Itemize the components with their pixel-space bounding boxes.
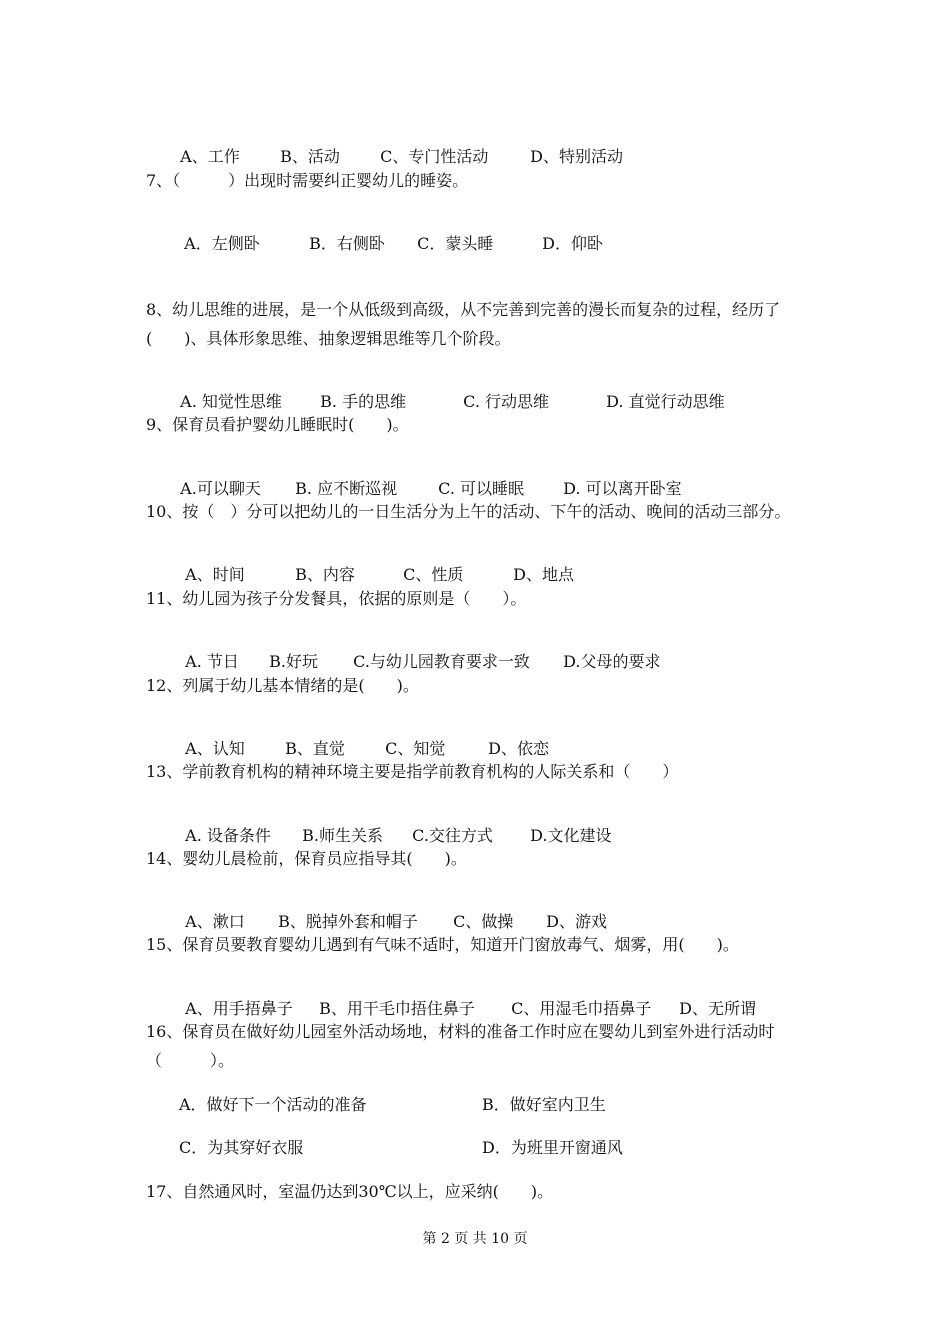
q11-option-d: D.父母的要求 <box>563 652 661 671</box>
q15-option-b: B、用干毛巾捂住鼻子 <box>319 999 475 1018</box>
q13-stem: 13、学前教育机构的精神环境主要是指学前教育机构的人际关系和（ ） <box>146 762 679 781</box>
page-footer: 第 2 页 共 10 页 <box>422 1231 528 1247</box>
q12-options <box>175 719 549 759</box>
q9-option-b: B. 应不断巡视 <box>295 479 398 498</box>
q10-option-c: C、性质 <box>403 565 464 584</box>
q16-option-d: D．为班里开窗通风 <box>482 1138 623 1157</box>
q7-stem: 7、（ ）出现时需要纠正婴幼儿的睡姿。 <box>146 171 469 190</box>
q10-option-d: D、地点 <box>513 565 575 584</box>
q12-stem: 12、列属于幼儿基本情绪的是( )。 <box>146 676 419 695</box>
q6-option-a: A、工作 <box>180 147 240 166</box>
q15-option-a: A、用手捂鼻子 <box>185 999 293 1018</box>
q12-option-a: A、认知 <box>185 739 245 758</box>
q9-stem: 9、保育员看护婴幼儿睡眠时( )。 <box>146 415 409 434</box>
q14-option-b: B、脱掉外套和帽子 <box>278 912 418 931</box>
q11-option-b: B.好玩 <box>269 652 319 671</box>
q8-options <box>170 372 725 412</box>
q15-options <box>175 979 756 1019</box>
q13-option-c: C.交往方式 <box>412 826 493 845</box>
q8-option-a: A. 知觉性思维 <box>180 392 282 411</box>
q13-options <box>175 806 612 846</box>
q15-option-c: C、用湿毛巾捂鼻子 <box>511 999 652 1018</box>
q10-options <box>175 545 574 585</box>
q7-option-c: C．蒙头睡 <box>417 234 494 253</box>
q6-option-b: B、活动 <box>280 147 340 166</box>
q16-stem-line2: （ ）。 <box>146 1051 235 1070</box>
q9-options <box>170 459 682 499</box>
q11-option-a: A. 节日 <box>185 652 239 671</box>
q7-option-a: A．左侧卧 <box>184 234 260 253</box>
q6-option-c: C、专门性活动 <box>380 147 489 166</box>
q11-option-c: C.与幼儿园教育要求一致 <box>353 652 530 671</box>
q7-option-d: D．仰卧 <box>542 234 604 253</box>
q7-option-b: B．右侧卧 <box>309 234 385 253</box>
q8-option-b: B. 手的思维 <box>320 392 407 411</box>
q12-option-b: B、直觉 <box>285 739 345 758</box>
q17-stem: 17、自然通风时，室温仍达到30℃以上，应采纳( )。 <box>146 1182 554 1201</box>
q8-option-d: D. 直觉行动思维 <box>606 392 725 411</box>
q13-option-a: A. 设备条件 <box>185 826 271 845</box>
q9-option-a: A.可以聊天 <box>180 479 261 498</box>
q15-stem: 15、保育员要教育婴幼儿遇到有气味不适时，知道开门窗放毒气、烟雾，用( )。 <box>146 935 739 954</box>
q14-options <box>175 892 607 932</box>
q11-stem: 11、幼儿园为孩子分发餐具，依据的原则是（ ）。 <box>146 589 527 608</box>
q14-option-c: C、做操 <box>453 912 514 931</box>
q13-option-d: D.文化建设 <box>530 826 612 845</box>
q15-option-d: D、无所谓 <box>679 999 757 1018</box>
q11-options <box>175 632 661 672</box>
q8-option-c: C. 行动思维 <box>463 392 550 411</box>
q9-option-d: D. 可以离开卧室 <box>563 479 682 498</box>
q10-option-a: A、时间 <box>185 565 245 584</box>
q7-options <box>174 214 603 254</box>
q16-stem-line1: 16、保育员在做好幼儿园室外活动场地，材料的准备工作时应在婴幼儿到室外进行活动时 <box>146 1022 775 1041</box>
q16-option-c: C．为其穿好衣服 <box>179 1138 304 1157</box>
q13-option-b: B.师生关系 <box>302 826 384 845</box>
q6-option-d: D、特别活动 <box>530 147 624 166</box>
q14-stem: 14、婴幼儿晨检前，保育员应指导其( )。 <box>146 849 467 868</box>
q10-stem: 10、按（ ）分可以把幼儿的一日生活分为上午的活动、下午的活动、晚间的活动三部分。 <box>146 502 791 521</box>
q16-option-b: B．做好室内卫生 <box>482 1095 606 1114</box>
q6-options <box>170 127 623 167</box>
q12-option-d: D、依恋 <box>488 739 550 758</box>
q8-stem-line2: ( )、具体形象思维、抽象逻辑思维等几个阶段。 <box>146 329 511 348</box>
q10-option-b: B、内容 <box>295 565 355 584</box>
q9-option-c: C. 可以睡眠 <box>438 479 525 498</box>
q16-option-a: A．做好下一个活动的准备 <box>179 1095 367 1114</box>
q12-option-c: C、知觉 <box>385 739 446 758</box>
q8-stem-line1: 8、幼儿思维的进展，是一个从低级到高级，从不完善到完善的漫长而复杂的过程，经历了 <box>146 300 781 319</box>
q14-option-d: D、游戏 <box>546 912 608 931</box>
q14-option-a: A、漱口 <box>185 912 245 931</box>
